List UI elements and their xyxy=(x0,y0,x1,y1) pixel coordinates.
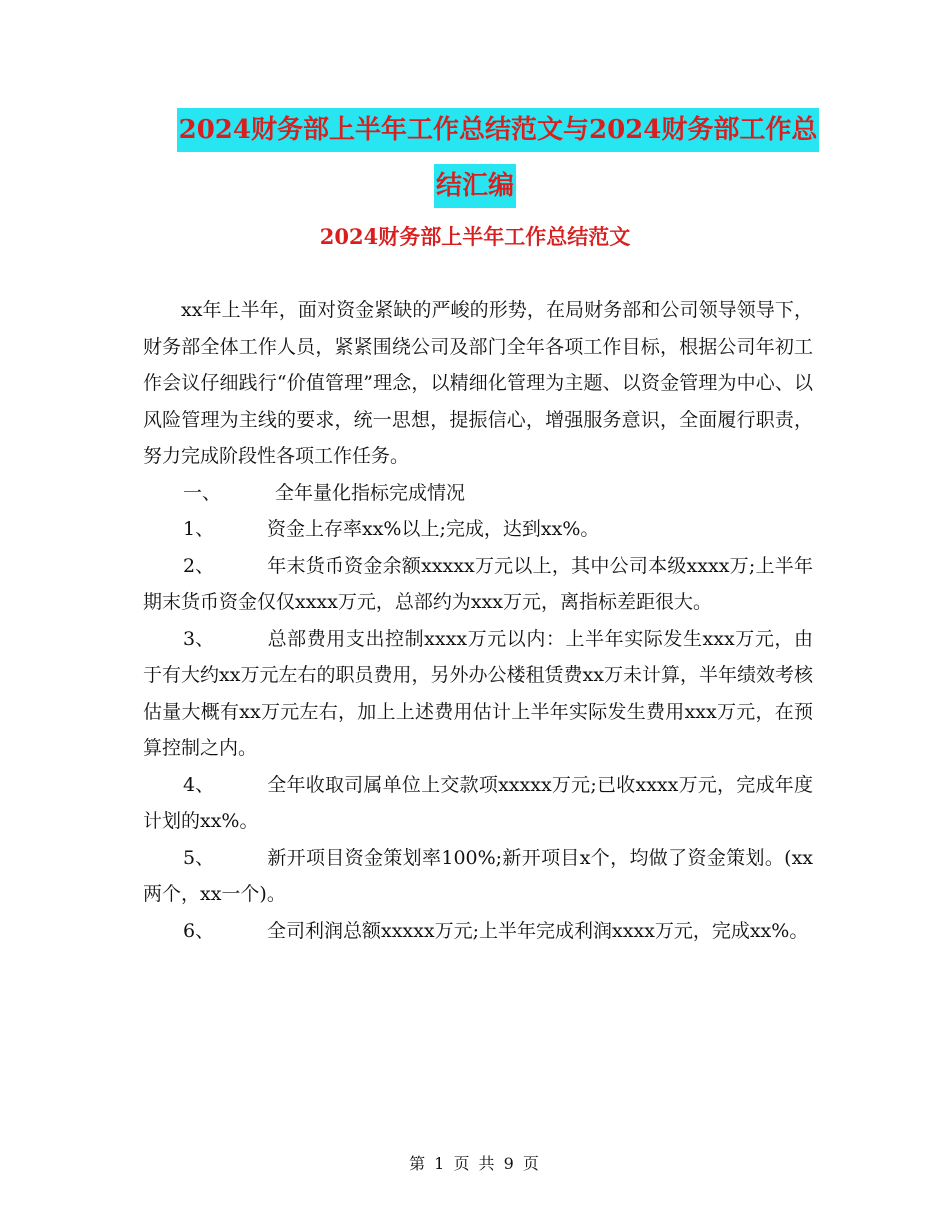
intro-paragraph: xx年上半年，面对资金紧缺的严峻的形势，在局财务部和公司领导领导下，财务部全体工作人员，紧紧围绕公司及部门全年各项工作目标，根据公司年初工作会议仔细践行“价值管理”理念，以精细化管理为主题、以资金管理为中心、以风险管理为主线的要求，统一思想，提振信心，增强服务意识，全面履行职责，努力完成阶段性各项工作任务。 xyxy=(143,299,813,467)
subheading-number: 一、 xyxy=(183,481,222,504)
list-item xyxy=(143,913,813,950)
list-item xyxy=(143,548,813,621)
list-item-number: 6、 xyxy=(183,919,215,942)
section-heading: 2024财务部上半年工作总结范文 xyxy=(319,224,631,249)
list-item-number: 2、 xyxy=(183,554,215,577)
list-item xyxy=(143,840,813,913)
subheading xyxy=(143,475,813,512)
list-item-text: 总部费用支出控制xxxx万元以内：上半年实际发生xxx万元，由于有大约xx万元左右的职员费用，另外办公楼租赁费xx万未计算，半年绩效考核估量大概有xx万元左右，加上上述费用估计上半年实际发生费用xxx万元，在预算控制之内。 xyxy=(143,627,813,759)
list-item-text: 全年收取司属单位上交款项xxxxx万元;已收xxxx万元，完成年度计划的xx%。 xyxy=(143,773,813,832)
subheading-text: 全年量化指标完成情况 xyxy=(275,481,466,504)
title-line-2: 结汇编 xyxy=(434,164,516,208)
list-item-number: 1、 xyxy=(183,518,215,540)
document-body xyxy=(143,292,813,949)
page-footer: 第 1 页 共 9 页 xyxy=(409,1154,541,1173)
list-item-text: 年末货币资金余额xxxxx万元以上，其中公司本级xxxx万;上半年期末货币资金仅仅xxxx万元，总部约为xxx万元，离指标差距很大。 xyxy=(143,554,813,613)
list-item xyxy=(143,767,813,840)
list-item-text: 全司利润总额xxxxx万元;上半年完成利润xxxx万元，完成xx%。 xyxy=(267,919,809,942)
list-item xyxy=(143,511,813,548)
list-item-text: 资金上存率xx%以上;完成，达到xx%。 xyxy=(267,518,600,540)
document-title xyxy=(0,108,950,208)
list-item-number: 4、 xyxy=(183,773,215,796)
list-item-text: 新开项目资金策划率100%;新开项目x个，均做了资金策划。(xx两个，xx一个)。 xyxy=(143,846,813,905)
list-item-number: 5、 xyxy=(183,846,215,869)
list-item xyxy=(143,621,813,767)
list-item-number: 3、 xyxy=(183,627,215,650)
title-line-1: 2024财务部上半年工作总结范文与2024财务部工作总 xyxy=(177,108,820,152)
